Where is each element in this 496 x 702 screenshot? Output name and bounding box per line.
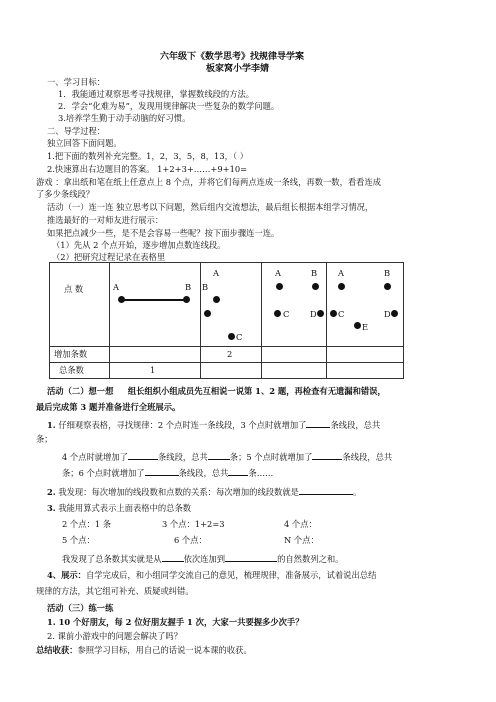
added-4 — [262, 347, 327, 363]
activity-2-cont: 最后完成第 3 题并准备进行全班展示。 — [36, 402, 181, 412]
points-2: A B — [110, 263, 201, 347]
activity-1-cont: 推选最好的一对师友进行展示： — [47, 215, 164, 225]
goal-1: 1．我能通过观察思考寻找规律，掌握数线段的方法。 — [58, 89, 255, 99]
problem-3: 3. 我能用算式表示上面表格中的总条数 — [47, 503, 192, 513]
game-line-1: 游戏 ：拿出纸和笔在纸上任意点上 8 个点，并将它们每两点连成一条线，再数一数，看看连成 — [36, 177, 382, 187]
total-5 — [327, 363, 404, 379]
added-5 — [327, 347, 404, 363]
step-2: （2）把研究过程记录在表格里 — [52, 252, 166, 262]
problem-3-row-1b: 3 个点：1+2=3 — [162, 519, 225, 529]
problem-4-cont: 规律的方法，其它组可补充、质疑或纠错。 — [36, 586, 194, 596]
points-3: A B C — [201, 263, 262, 347]
problem-3-row-1c: 4 个点： — [284, 519, 317, 529]
problem-1-d: 条；6 个点时就增加了 条线段，总共 条…… — [62, 468, 274, 478]
added-3: 2 — [201, 347, 262, 363]
solo-answer: 独立回答下面问题。 — [47, 138, 122, 148]
problem-2: 2. 我发现：每次增加的线段数和点数的关系：每次增加的线段数就是 。 — [47, 487, 362, 497]
activity-2: 活动（二）想一想 组长组织小组成员先互相说一说第 1、2 题，再检查有无遗漏和错误， — [47, 386, 386, 396]
problem-4: 4、展示：自学完成后，和小组同学交流自己的意见，梳理规律，准备展示，试着说出总结 — [47, 570, 377, 580]
problem-1: 1. 仔细观察表格，寻找规律：2 个点时连一条线段，3 个点时就增加了 条线段，总共 — [47, 420, 381, 430]
problem-1-b: 条； — [36, 434, 53, 444]
total-3 — [201, 363, 262, 379]
author: 板家窝小学李婧 — [206, 64, 270, 74]
problem-3-find: 我发现了总条数其实就是从 依次连加到 的自然数列之和。 — [62, 554, 344, 564]
step-1: （1）先从 2 个点开始，逐步增加点数连线段。 — [52, 240, 226, 250]
total-header: 总条数 — [50, 363, 110, 379]
problem-3-row-2b: 6 个点： — [174, 535, 207, 545]
problem-1-c: 4 个点时就增加了 条线段，总共 条；5 个点时就增加了 条线段，总共 — [62, 452, 393, 462]
problem-3-row-2a: 5 个点： — [62, 535, 95, 545]
goal-3: 3.培养学生勤于动手动脑的好习惯。 — [58, 113, 191, 123]
total-2: 1 — [110, 363, 201, 379]
added-header: 增加条数 — [50, 347, 110, 363]
summary: 总结收获：参照学习目标，用自己的话说一说本课的收获。 — [36, 645, 252, 655]
question-1: 1.把下面的数列补充完整。1，2，3，5，8，13，（ ） — [47, 151, 248, 161]
points-4: A B C D — [262, 263, 327, 347]
section-goals: 一、学习目标： — [47, 77, 106, 87]
page-title: 六年级下《数学思考》找规律导学案 — [160, 52, 305, 62]
record-table — [49, 262, 404, 379]
added-2 — [110, 347, 201, 363]
problem-3-row-2c: N 个点： — [284, 535, 319, 545]
question-2: 2.快速算出右边题目的答案。 1+2+3+……+9+10= — [47, 164, 248, 174]
points-header: 点 数 — [50, 263, 110, 347]
activity-1: 活动（一）连一连 独立思考以下问题，然后组内交流想法，最后组长根据本组学习情况， — [47, 202, 374, 212]
exercise-2: 2. 课前小游戏中的问题会解决了吗？ — [47, 631, 183, 641]
reduce-points: 如果把点减少一些，是不是会容易一些呢？按下面步骤连一连。 — [47, 228, 280, 238]
problem-3-row-1a: 2 个点：1 条 — [62, 519, 112, 529]
exercise-1: 1. 10 个好朋友，每 2 位好朋友握手 1 次，大家一共要握多少次手？ — [47, 617, 304, 627]
goal-2: 2．学会“化难为易”，发现用规律解决一些复杂的数学问题。 — [58, 101, 280, 111]
points-5: A B C D E — [327, 263, 404, 347]
activity-3: 活动（三）练一练 — [47, 603, 114, 613]
game-line-2: 了多少条线段？ — [36, 189, 95, 199]
section-process: 二、导学过程： — [47, 126, 106, 136]
total-4 — [262, 363, 327, 379]
